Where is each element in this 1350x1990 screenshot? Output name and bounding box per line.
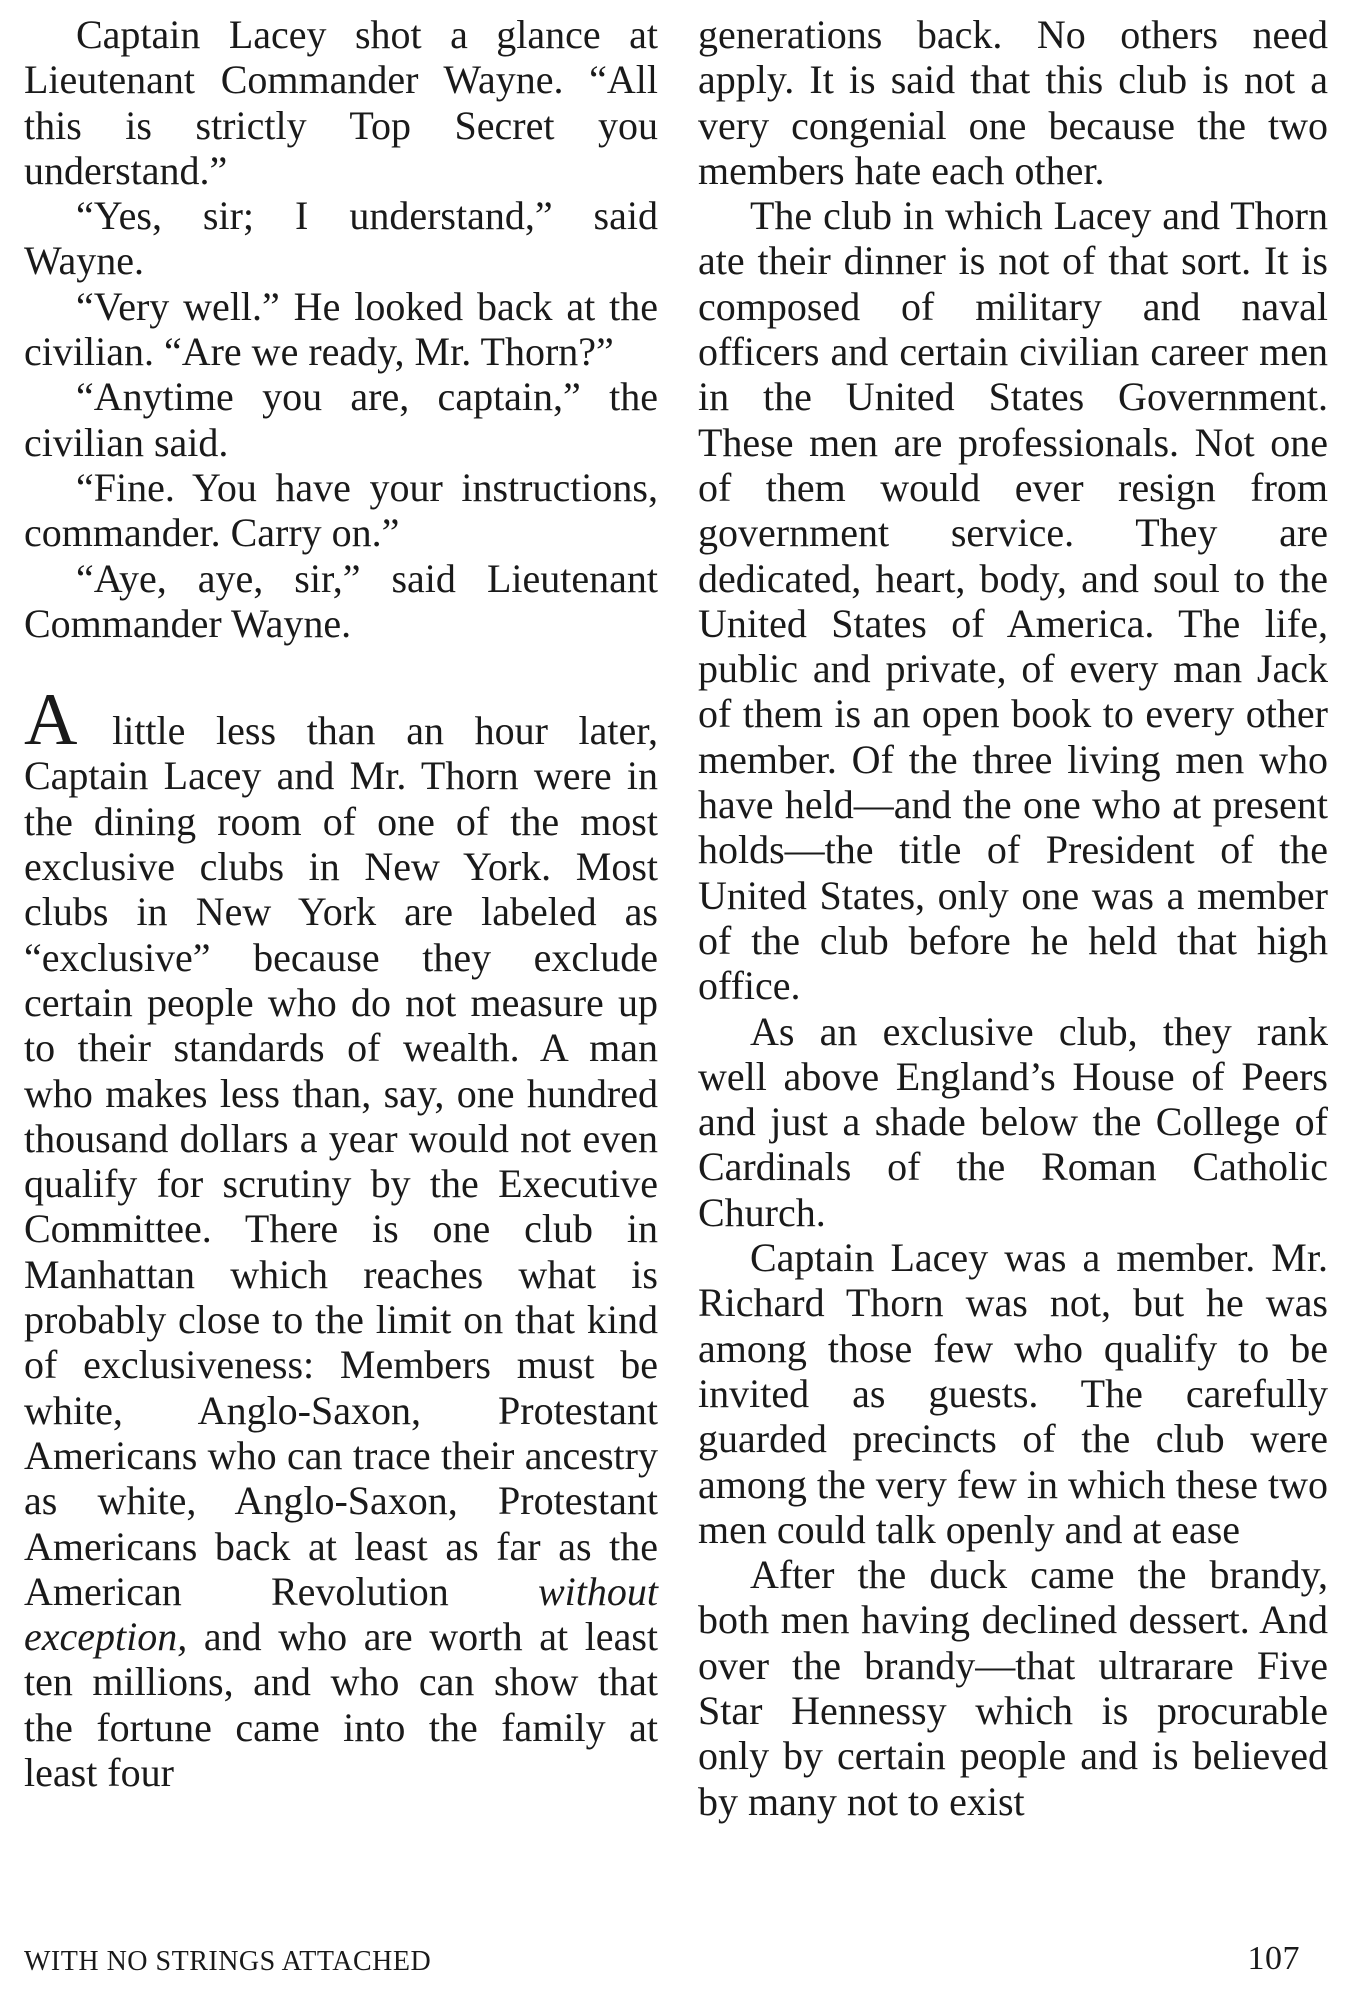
running-title: WITH NO STRINGS ATTACHED xyxy=(24,1946,432,1977)
page-number: 107 xyxy=(1247,1940,1300,1977)
left-column xyxy=(24,12,658,1795)
paragraph: The club in which Lacey and Thorn ate their dinner is not of that sort. It is composed of military and naval officers and certain civilian career men in the United States Government. These men are professionals. Not one of them would ever resign from government service. They are dedicated, heart, body, and soul to the United States of America. The life, public and private, of every man Jack of them is an open book to every other member. Of the three living men who have held—and the one who at present holds—the title of President of the United States, only one was a member of the club before he held that high office. xyxy=(698,193,1328,1009)
right-column xyxy=(698,12,1328,1824)
paragraph-text: and who are worth at least ten millions, and who can show that the fortune came into the family at least four xyxy=(24,1614,658,1795)
emphasis-text: without exception, xyxy=(24,1568,658,1660)
paragraph: “Aye, aye, sir,” said Lieutenant Commander Wayne. xyxy=(24,555,658,646)
paragraph: “Anytime you are, captain,” the civilian said. xyxy=(24,374,658,465)
paragraph: Captain Lacey shot a glance at Lieutenant Commander Wayne. “All this is strictly Top Secret you understand.” xyxy=(24,12,658,193)
drop-cap-paragraph xyxy=(24,679,658,1795)
paragraph: “Fine. You have your instructions, commander. Carry on.” xyxy=(24,464,658,556)
paragraph: “Yes, sir; I understand,” said Wayne. xyxy=(24,193,658,284)
paragraph: generations back. No others need apply. It is said that this club is not a very congenial one because the two members hate each other. xyxy=(698,12,1328,193)
paragraph: “Very well.” He looked back at the civilian. “Are we ready, Mr. Thorn?” xyxy=(24,283,658,375)
paragraph-text: little less than an hour later, Captain Lacey and Mr. Thorn were in the dining room of one of the most exclusive clubs in New York. Most clubs in New York are labeled as “exclusive” because they exclude certain people who do not measure up to their standards of wealth. A man who makes less than, say, one hundred thousand dollars a year would not even qualify for scrutiny by the Executive Committee. There is one club in Manhattan which reaches what is probably close to the limit on that kind of exclusiveness: Members must be white, Anglo-Saxon, Protestant Americans who can trace their ancestry as white, Anglo-Saxon, Protestant Americans back at least as far as the American Revolution xyxy=(24,708,658,1614)
paragraph: As an exclusive club, they rank well above England’s House of Peers and just a shade below the College of Cardinals of the Roman Catholic Church. xyxy=(698,1008,1328,1235)
paragraph: Captain Lacey was a member. Mr. Richard Thorn was not, but he was among those few who qualify to be invited as guests. The carefully guarded precincts of the club were among the very few in which these two men could talk openly and at ease xyxy=(698,1235,1328,1552)
drop-cap: A xyxy=(24,679,78,762)
section-break xyxy=(24,646,658,700)
paragraph: After the duck came the brandy, both men having declined dessert. And over the brandy—that ultrarare Five Star Hennessy which is procurable only by certain people and is believed by many not to exist xyxy=(698,1552,1328,1824)
